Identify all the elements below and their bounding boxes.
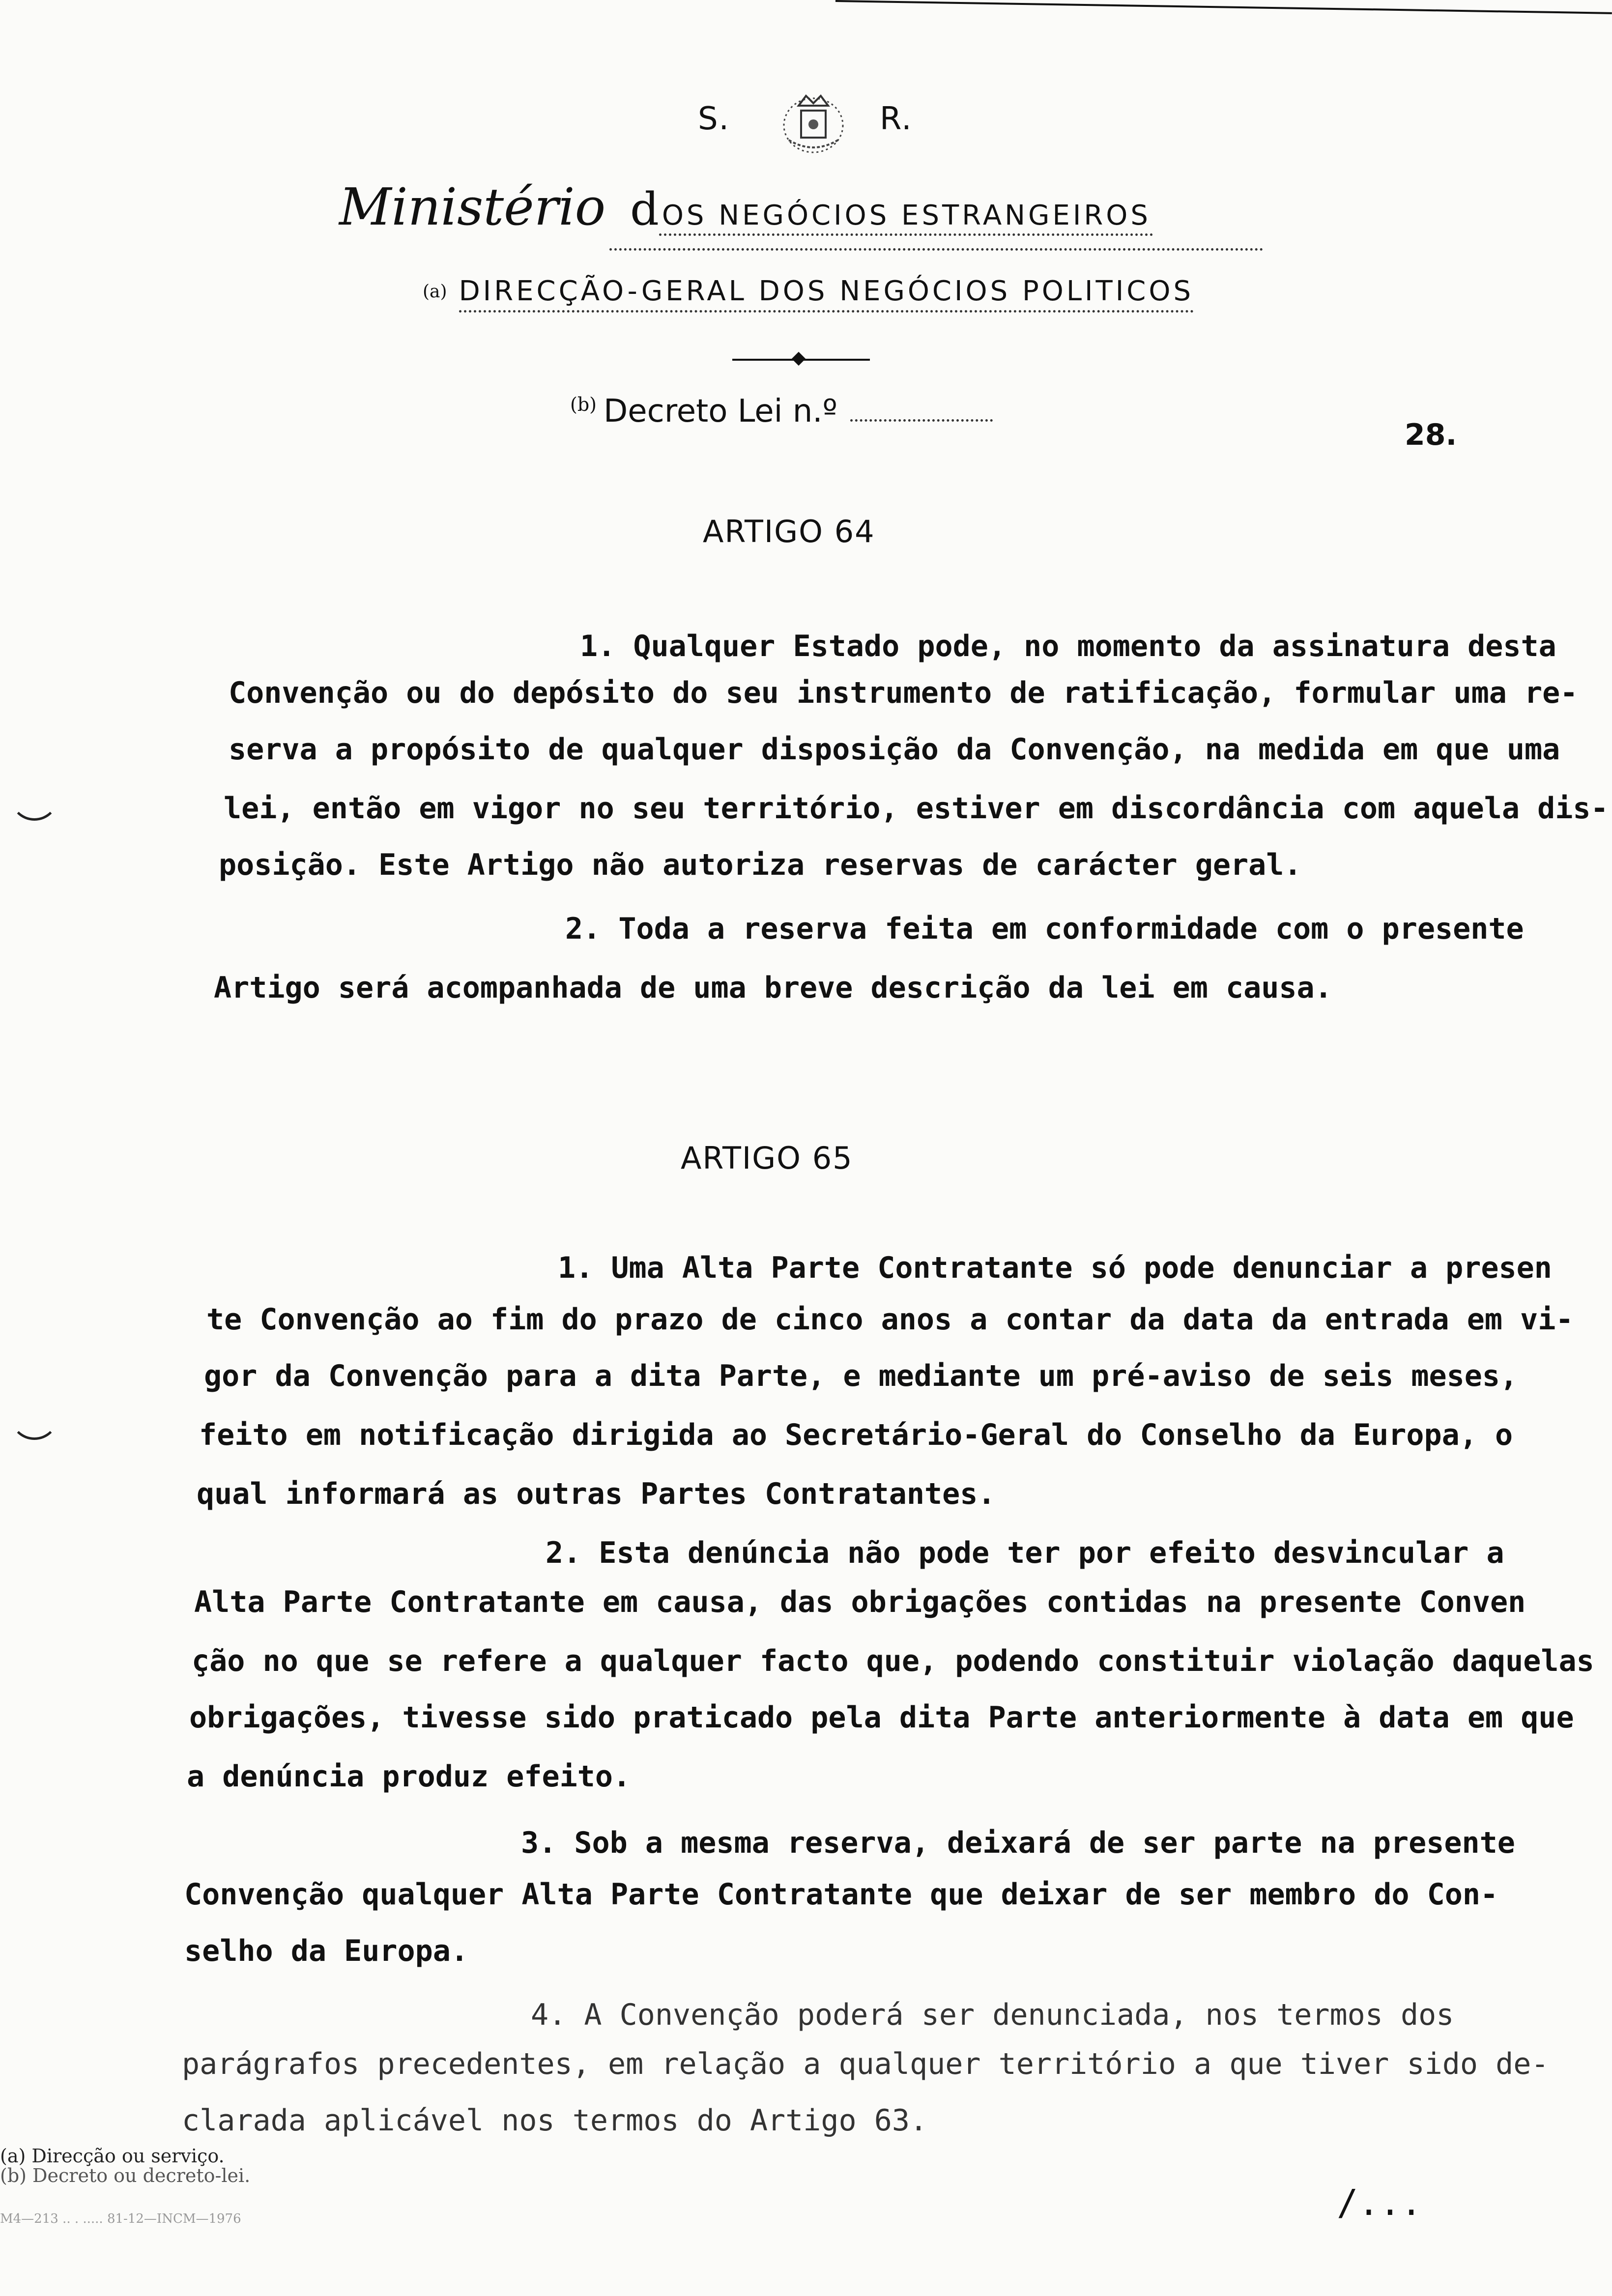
coat-of-arms-seal [769, 86, 858, 160]
ornament-diamond [792, 352, 806, 366]
article-65-line: feito em notificação dirigida ao Secretário-Geral do Conselho da Europa, o [199, 1418, 1513, 1452]
decree-year: 28. [1405, 418, 1457, 452]
article-65-line: 3. Sob a mesma reserva, deixará de ser parte na presente [521, 1826, 1515, 1860]
punch-hole-mark [10, 1391, 59, 1440]
article-65-line: 4. A Convenção poderá ser denunciada, nos termos dos [531, 1998, 1454, 2032]
ministry-prefix: d [630, 183, 659, 235]
article-64-line: posição. Este Artigo não autoriza reservas de carácter geral. [219, 848, 1302, 882]
article-65-line: qual informará as outras Partes Contratantes. [197, 1477, 996, 1511]
direction-name: DIRECÇÃO-GERAL DOS NEGÓCIOS POLITICOS [459, 275, 1194, 313]
decree-marker: (b) [570, 393, 597, 415]
article-65-line: 2. Esta denúncia não pode ter por efeito desvincular a [546, 1536, 1504, 1570]
article-65-line: Convenção qualquer Alta Parte Contratante que deixar de ser membro do Con- [184, 1877, 1498, 1912]
article-65-line: selho da Europa. [184, 1934, 468, 1968]
article-64-line: serva a propósito de qualquer disposição da Convenção, na medida em que uma [229, 732, 1560, 767]
ministry-dotted-line [609, 248, 1263, 251]
letterhead-r: R. [880, 101, 913, 137]
ministry-header [339, 177, 1273, 237]
article-64-line: Artigo será acompanhada de uma breve descrição da lei em causa. [214, 971, 1332, 1005]
letterhead-s: S. [698, 101, 730, 137]
direction-header [423, 275, 1194, 307]
punch-hole-mark [10, 772, 59, 821]
decree-line [570, 393, 993, 430]
article-65-line: ção no que se refere a qualquer facto que, podendo constituir violação daquelas [192, 1644, 1594, 1678]
article-65-line: parágrafos precedentes, em relação a qualquer território a que tiver sido de- [182, 2047, 1549, 2081]
continues-marker: /... [1337, 2182, 1422, 2223]
article-65-line: obrigações, tivesse sido praticado pela dita Parte anteriormente à data em que [189, 1700, 1574, 1735]
article-64-line: 2. Toda a reserva feita em conformidade com o presente [565, 912, 1524, 946]
article-65-line: 1. Uma Alta Parte Contratante só pode denunciar a presen [558, 1251, 1552, 1285]
article-65-line: gor da Convenção para a dita Parte, e mediante um pré-aviso de seis meses, [204, 1359, 1518, 1393]
footnote-a: (a) Direcção ou serviço. [0, 2145, 225, 2167]
article-64-line: Convenção ou do depósito do seu instrumento de ratificação, formular uma re- [229, 676, 1578, 710]
direction-marker: (a) [423, 281, 447, 302]
decree-number-blank [850, 419, 993, 422]
article-64-line: lei, então em vigor no seu território, estiver em discordância com aquela dis- [224, 791, 1609, 826]
ministry-name: OS NEGÓCIOS ESTRANGEIROS [659, 200, 1153, 236]
print-code: M4—213 .. . ..... 81-12—INCM—1976 [0, 2211, 241, 2226]
article-65-line: clarada aplicável nos termos do Artigo 63. [182, 2103, 928, 2138]
article-64-title: ARTIGO 64 [703, 514, 875, 549]
footnote-b: (b) Decreto ou decreto-lei. [0, 2165, 251, 2186]
article-65-line: a denúncia produz efeito. [187, 1759, 631, 1794]
ministry-word: Ministério [339, 177, 606, 237]
decree-label: Decreto Lei n.º [603, 393, 837, 430]
article-65-line: te Convenção ao fim do prazo de cinco anos a contar da data da entrada em vi- [206, 1302, 1574, 1337]
article-64-line: 1. Qualquer Estado pode, no momento da assinatura desta [580, 629, 1556, 663]
article-65-line: Alta Parte Contratante em causa, das obrigações contidas na presente Conven [194, 1585, 1526, 1619]
article-65-title: ARTIGO 65 [681, 1140, 853, 1176]
top-rule [835, 0, 1612, 14]
